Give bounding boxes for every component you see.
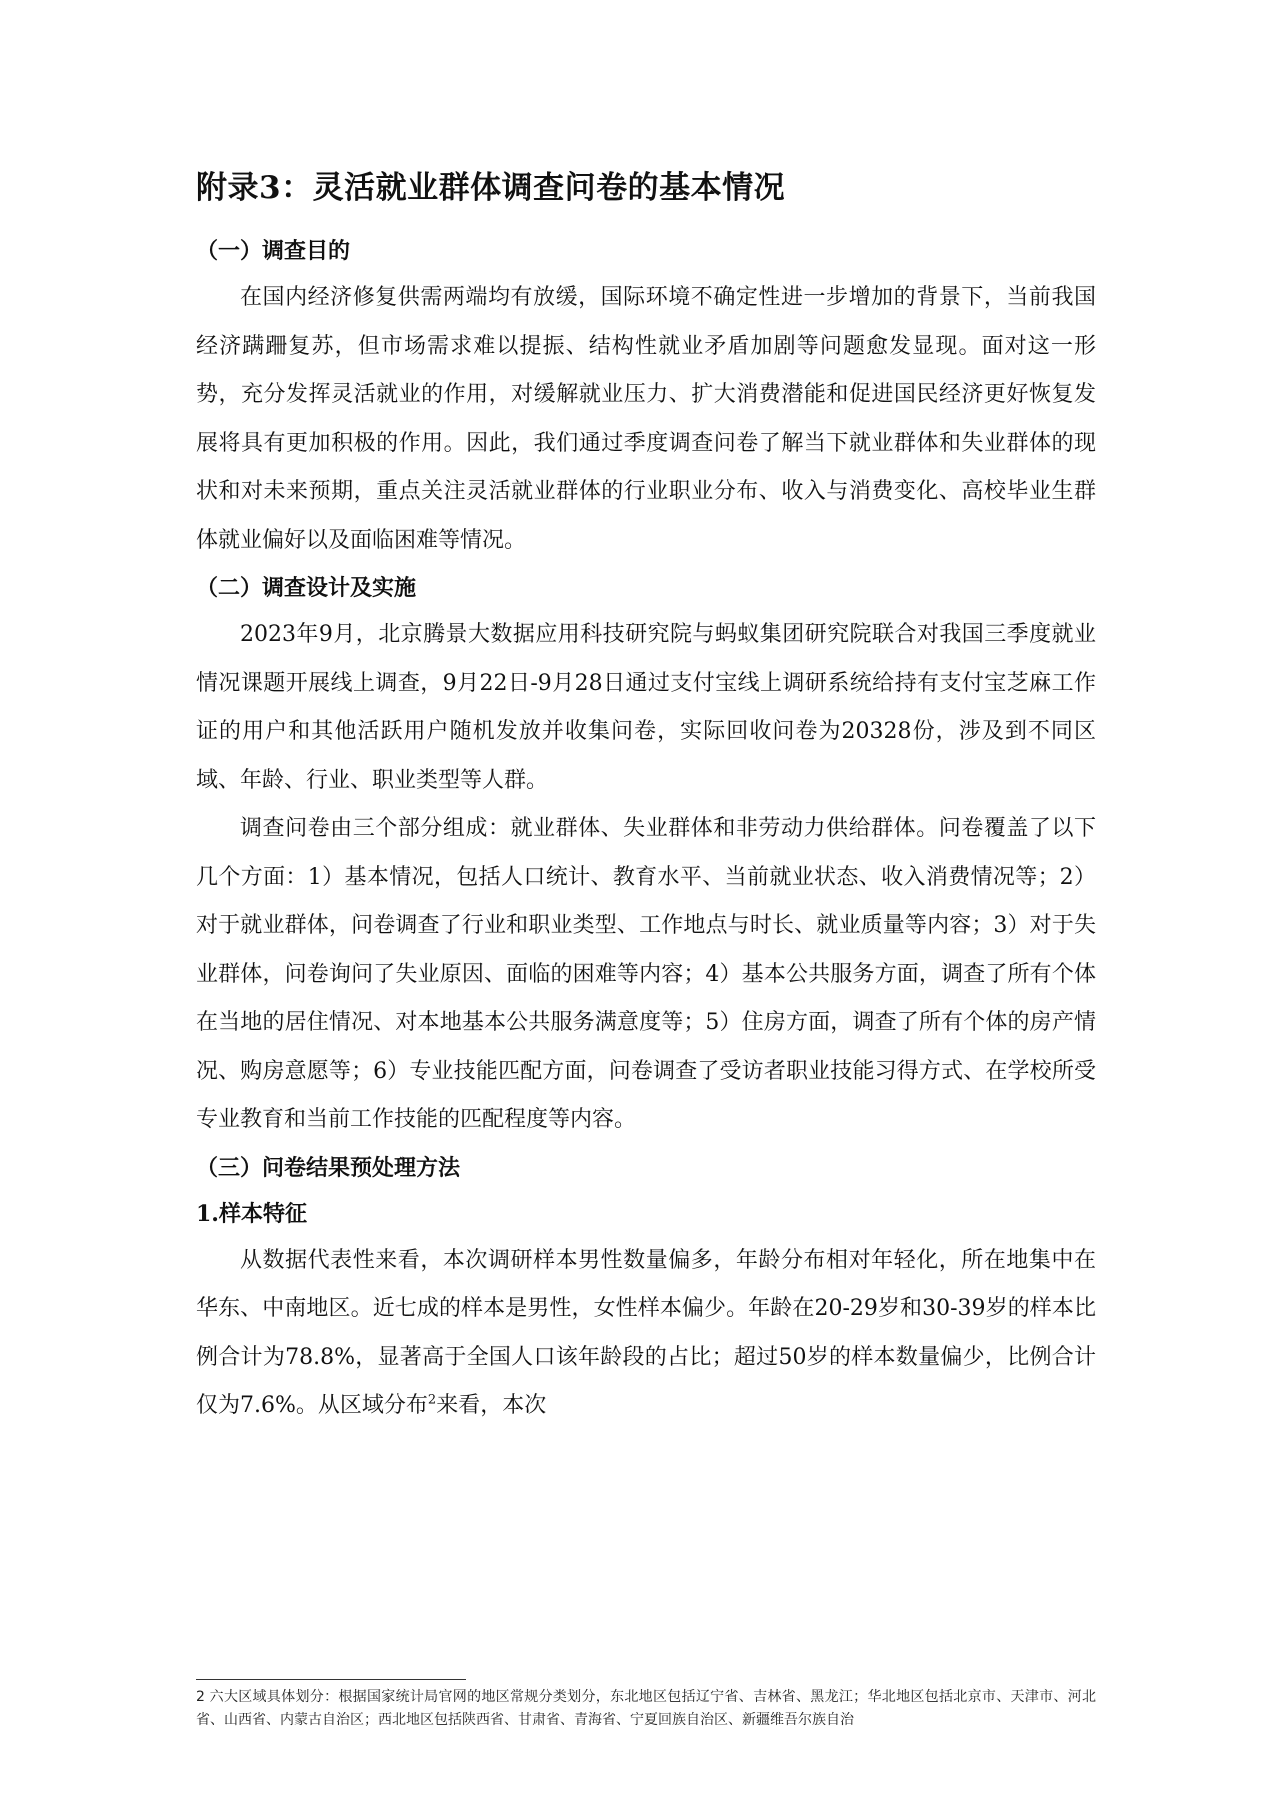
page-content (196, 166, 1096, 1431)
design-paragraph-2: 调查问卷由三个部分组成：就业群体、失业群体和非劳动力供给群体。问卷覆盖了以下几个方面：1）基本情况，包括人口统计、教育水平、当前就业状态、收入消费情况等；2）对于就业群体，问卷调查了行业和职业类型、工作地点与时长、就业质量等内容；3）对于失业群体，问卷询问了失业原因、面临的困难等内容；4）基本公共服务方面，调查了所有个体在当地的居住情况、对本地基本公共服务满意度等；5）住房方面，调查了所有个体的房产情况、购房意愿等；6）专业技能匹配方面，问卷调查了受访者职业技能习得方式、在学校所受专业教育和当前工作技能的匹配程度等内容。 (196, 816, 1096, 1132)
section-heading-preprocessing: （三）问卷结果预处理方法 (196, 1154, 461, 1181)
footnote: 2 六大区域具体划分：根据国家统计局官网的地区常规分类划分，东北地区包括辽宁省、吉林省、黑龙江；华北地区包括北京市、天津市、河北省、山西省、内蒙古自治区；西北地区包括陕西省、甘肃省、青海省、宁夏回族自治区、新疆维吾尔族自治 (196, 1689, 1096, 1728)
section-heading-purpose: （一）调查目的 (196, 238, 351, 264)
footnote-reference[interactable]: 2 (427, 1392, 437, 1408)
footnote-divider (196, 1679, 466, 1680)
sample-paragraph (196, 1237, 1096, 1431)
subsection-heading-sample: 1.样本特征 (196, 1200, 307, 1227)
page-title: 附录3：灵活就业群体调查问卷的基本情况 (196, 170, 786, 206)
section-heading-design: （二）调查设计及实施 (196, 575, 417, 601)
sample-paragraph-tail: 来看，本次 (436, 1393, 547, 1418)
design-paragraph-1: 2023年9月，北京腾景大数据应用科技研究院与蚂蚁集团研究院联合对我国三季度就业情况课题开展线上调查，9月22日-9月28日通过支付宝线上调研系统给持有支付宝芝麻工作证的用户和其他活跃用户随机发放并收集问卷，实际回收问卷为20328份，涉及到不同区域、年龄、行业、职业类型等人群。 (196, 622, 1096, 793)
sample-paragraph-text: 从数据代表性来看，本次调研样本男性数量偏多，年龄分布相对年轻化，所在地集中在华东、中南地区。近七成的样本是男性，女性样本偏少。年龄在20-29岁和30-39岁的样本比例合计为78.8%，显著高于全国人口该年龄段的占比；超过50岁的样本数量偏少，比例合计仅为7.6%。从区域分布 (196, 1247, 1096, 1418)
purpose-paragraph: 在国内经济修复供需两端均有放缓，国际环境不确定性进一步增加的背景下，当前我国经济蹒跚复苏，但市场需求难以提振、结构性就业矛盾加剧等问题愈发显现。面对这一形势，充分发挥灵活就业的作用，对缓解就业压力、扩大消费潜能和促进国民经济更好恢复发展将具有更加积极的作用。因此，我们通过季度调查问卷了解当下就业群体和失业群体的现状和对未来预期，重点关注灵活就业群体的行业职业分布、收入与消费变化、高校毕业生群体就业偏好以及面临困难等情况。 (196, 285, 1096, 553)
